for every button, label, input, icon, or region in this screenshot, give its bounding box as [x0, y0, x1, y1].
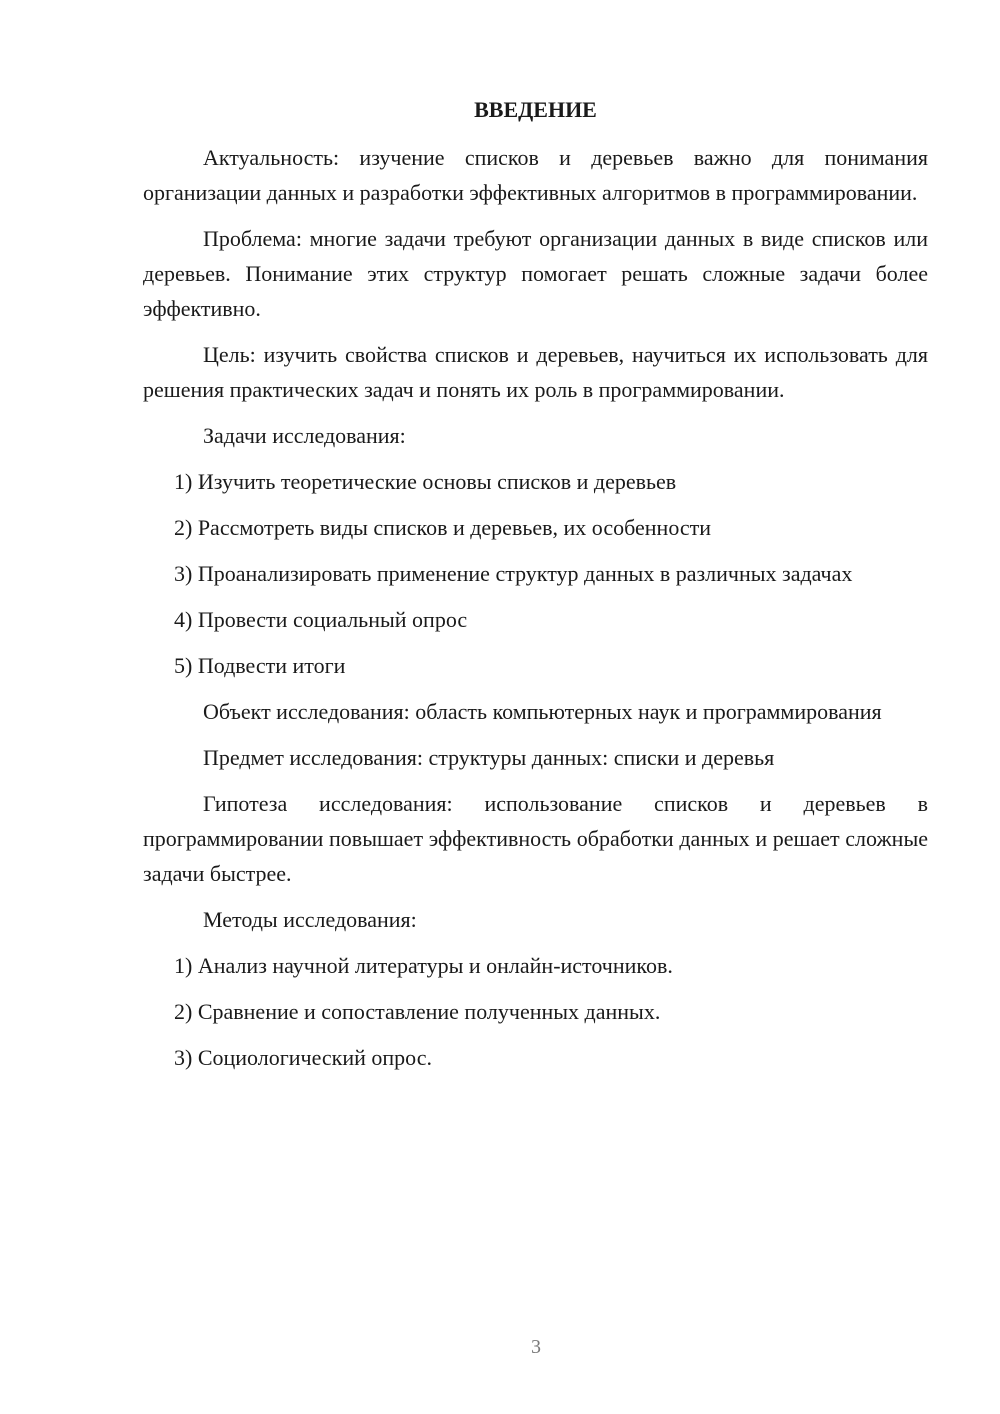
object-paragraph: Объект исследования: область компьютерных наук и программирования: [203, 699, 882, 724]
problem-paragraph: Проблема: многие задачи требуют организации данных в виде списков или деревьев. Понимание этих структур помогает решать сложные задачи более эффективно.: [143, 226, 928, 321]
goal-paragraph: Цель: изучить свойства списков и деревьев, научиться их использовать для решения практических задач и понять их роль в программировании.: [143, 342, 928, 402]
relevance-paragraph: Актуальность: изучение списков и деревьев важно для понимания организации данных и разработки эффективных алгоритмов в программировании.: [143, 145, 928, 205]
method-item: 2) Сравнение и сопоставление полученных данных.: [174, 999, 661, 1024]
task-item: 3) Проанализировать применение структур данных в различных задачах: [174, 561, 853, 586]
subject-paragraph: Предмет исследования: структуры данных: списки и деревья: [203, 745, 775, 770]
tasks-title: Задачи исследования:: [203, 423, 406, 448]
methods-title: Методы исследования:: [203, 907, 417, 932]
hypothesis-paragraph: Гипотеза исследования: использование списков и деревьев в программировании повышает эффективность обработки данных и решает сложные задачи быстрее.: [143, 791, 928, 886]
method-item: 1) Анализ научной литературы и онлайн-источников.: [174, 953, 673, 978]
page-content: [143, 95, 928, 1086]
section-heading: ВВЕДЕНИЕ: [474, 97, 597, 122]
task-item: 4) Провести социальный опрос: [174, 607, 468, 632]
page-number: 3: [531, 1336, 541, 1358]
task-item: 5) Подвести итоги: [174, 653, 346, 678]
method-item: 3) Социологический опрос.: [174, 1045, 432, 1070]
task-item: 2) Рассмотреть виды списков и деревьев, их особенности: [174, 515, 712, 540]
task-item: 1) Изучить теоретические основы списков и деревьев: [174, 469, 677, 494]
